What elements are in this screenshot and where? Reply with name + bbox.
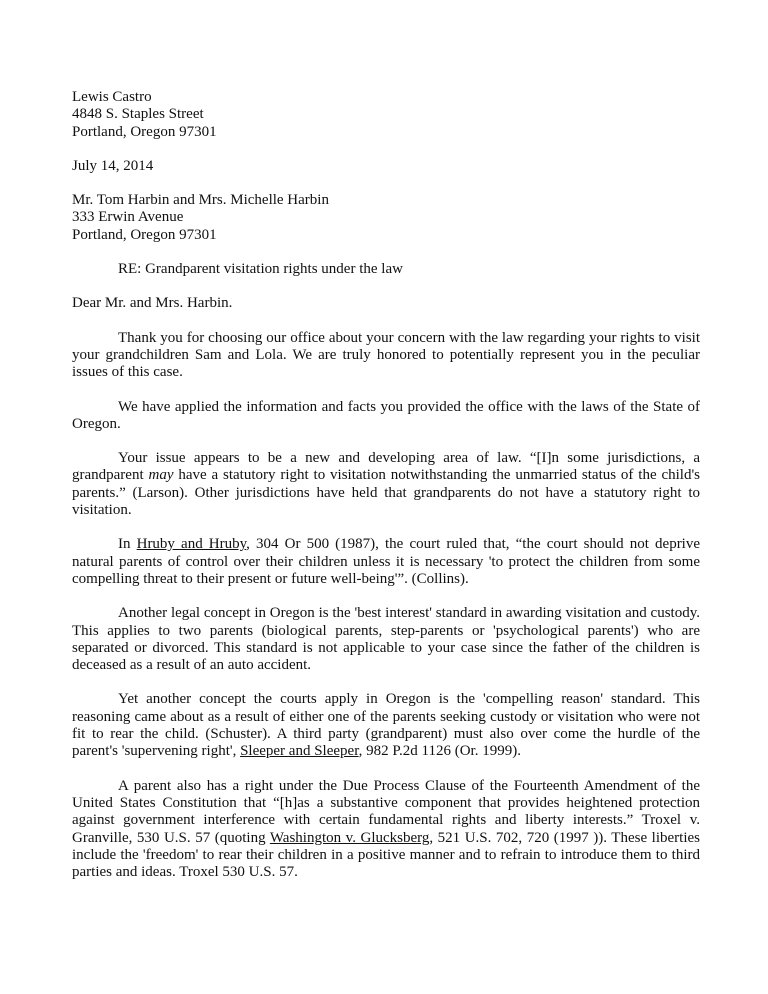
p3-text-a: Your issue appears to be a new and developing area of law. “[I]n some jurisdictions, a grandparent bbox=[72, 450, 700, 484]
paragraph-facts: We have applied the information and facts you provided the office with the laws of the State of Oregon. bbox=[72, 398, 700, 432]
case-citation-sleeper: Sleeper and Sleeper bbox=[240, 743, 359, 760]
p6-text-b: , 982 P.2d 1126 (Or. 1999). bbox=[358, 743, 521, 760]
p6-text-a: Yet another concept the courts apply in Oregon is the 'compelling reason' standard. This reasoning came about as a result of either one of the parents seeking custody or visitation who were not fit to rear the child. (Schuster). A third party (grandparent) must also over come the hurdle of the parent's 'supervening right', bbox=[72, 691, 700, 760]
paragraph-compelling-reason bbox=[72, 691, 700, 760]
case-citation-glucksberg: Washington v. Glucksberg bbox=[269, 829, 430, 846]
p7-text-a: A parent also has a right under the Due Process Clause of the Fourteenth Amendment of the United States Constitution that “[h]as a substantive component that provides heightened protection against government interference with certain fundamental rights and liberty interests.” Troxel v. Granville, 530 U.S. 57 (quoting bbox=[72, 777, 700, 846]
p4-lead: In bbox=[118, 536, 137, 553]
p3-emphasis: may bbox=[148, 467, 174, 484]
p3-text-b: have a statutory right to visitation notwithstanding the unmarried status of the child's parents.” (Larson). Other jurisdictions have held that grandparents do not have a statutory right to visitation. bbox=[72, 467, 700, 519]
sender-street: 4848 S. Staples Street bbox=[72, 106, 204, 123]
paragraph-intro: Thank you for choosing our office about your concern with the law regarding your rights to visit your grandchildren Sam and Lola. We are truly honored to potentially represent you in the peculiar issues of this case. bbox=[72, 329, 700, 381]
sender-name: Lewis Castro bbox=[72, 89, 152, 105]
paragraph-best-interest: Another legal concept in Oregon is the 'best interest' standard in awarding visitation and custody. This applies to two parents (biological parents, step-parents or 'psychological parents') who are separated or divorced. This standard is not applicable to your case since the father of the children is deceased as a result of an auto accident. bbox=[72, 605, 700, 674]
letter-date: July 14, 2014 bbox=[72, 157, 154, 174]
p4-text: , 304 Or 500 (1987), the court ruled that, “the court should not deprive natural parents of control over their children unless it is necessary 'to protect the children from some compelling threat to their present or future well-being'”. (Collins). bbox=[72, 536, 701, 587]
recipient-street: 333 Erwin Avenue bbox=[72, 209, 184, 226]
case-citation-hruby: Hruby and Hruby bbox=[136, 536, 247, 553]
sender-address bbox=[72, 89, 700, 141]
recipient-city: Portland, Oregon 97301 bbox=[72, 226, 217, 243]
paragraph-hruby bbox=[72, 536, 700, 588]
subject-line: RE: Grandparent visitation rights under the law bbox=[118, 261, 403, 278]
recipient-address bbox=[72, 192, 700, 244]
paragraph-jurisdictions bbox=[72, 450, 700, 519]
p7-text-b: , 521 U.S. 702, 720 (1997 )). These liberties include the 'freedom' to rear their children in a positive manner and to refrain to introduce them to third parties and ideas. Troxel 530 U.S. 57. bbox=[72, 829, 700, 881]
salutation: Dear Mr. and Mrs. Harbin. bbox=[72, 295, 233, 312]
recipient-name: Mr. Tom Harbin and Mrs. Michelle Harbin bbox=[72, 192, 329, 209]
paragraph-due-process bbox=[72, 778, 700, 882]
sender-city: Portland, Oregon 97301 bbox=[72, 123, 217, 140]
letter-body bbox=[72, 89, 700, 898]
